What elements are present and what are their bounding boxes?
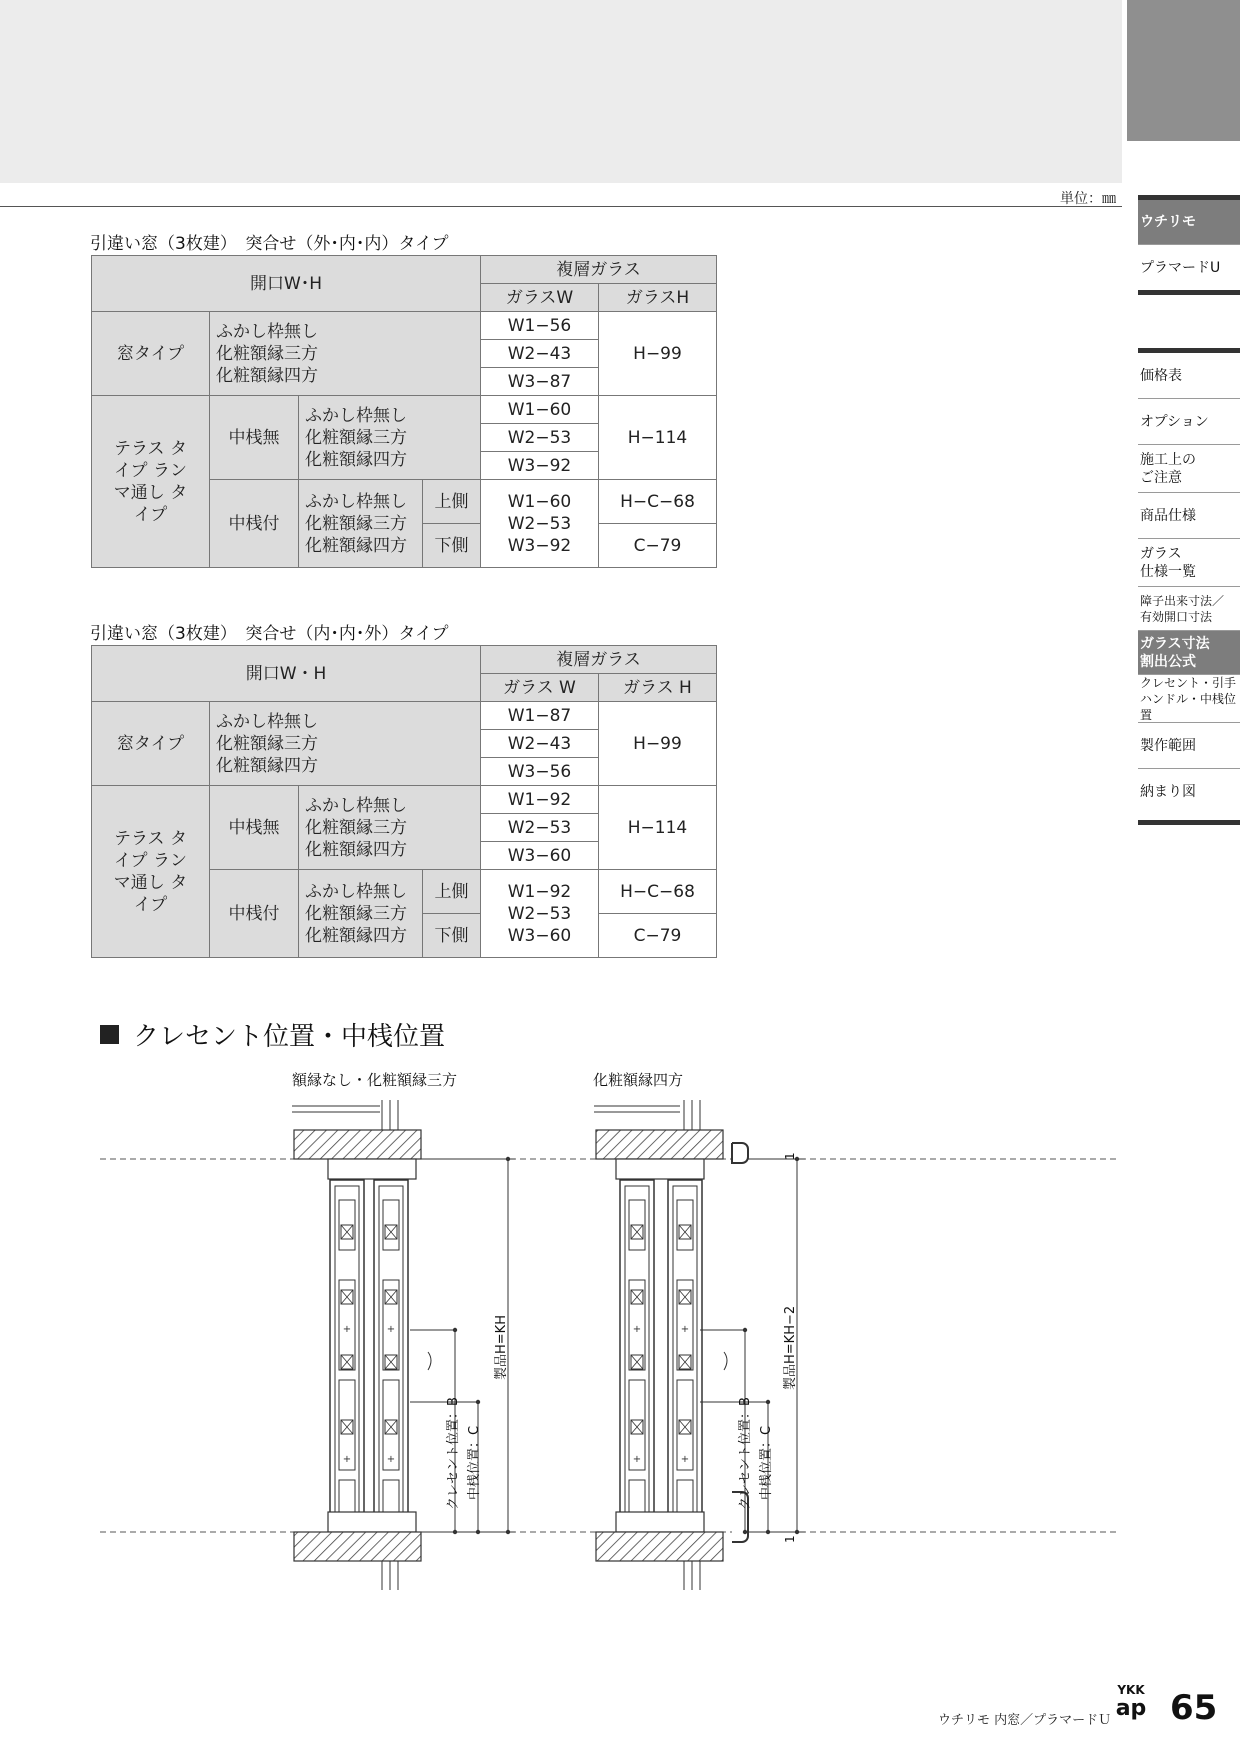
header-double-glazing: 複層ガラス: [481, 646, 717, 674]
unit-label: 単位：㎜: [1060, 191, 1116, 207]
lower-side: 下側: [423, 914, 481, 958]
cell-glass-w: W2−53: [481, 814, 599, 842]
frame-options: ふかし枠無し 化粧額縁三方 化粧額縁四方: [210, 312, 481, 396]
side-item-crescent-handle-position[interactable]: クレセント・引手 ハンドル・中桟位置: [1138, 675, 1240, 723]
offset-mark: 1: [783, 1152, 797, 1160]
frame-options: ふかし枠無し 化粧額縁三方 化粧額縁四方: [299, 870, 423, 958]
header-glass-w: ガラス W: [481, 674, 599, 702]
lower-side: 下側: [423, 524, 481, 568]
side-item-sash-dimensions[interactable]: 障子出来寸法／ 有効開口寸法: [1138, 587, 1240, 631]
cell-glass-w: W1−60: [481, 396, 599, 424]
cell-glass-w-mullion: W1−60 W2−53 W3−92: [481, 480, 599, 568]
upper-side: 上側: [423, 480, 481, 524]
offset-mark: 1: [783, 1535, 797, 1543]
header-opening: 開口W・H: [92, 646, 481, 702]
side-item-glass-spec-list[interactable]: ガラス 仕様一覧: [1138, 539, 1240, 587]
side-bar: [1138, 820, 1240, 825]
crescent-position-label: クレセント位置：B: [738, 1397, 753, 1510]
side-tab-uchirimo[interactable]: ウチリモ: [1138, 200, 1240, 245]
crescent-position-label: クレセント位置：B: [446, 1397, 461, 1510]
cell-glass-w-mullion: W1−92 W2−53 W3−60: [481, 870, 599, 958]
page-number: 65: [1170, 1688, 1218, 1728]
diagram-right-title: 化粧額縁四方: [593, 1071, 684, 1089]
cell-glass-w: W2−43: [481, 340, 599, 368]
side-item-price-list[interactable]: 価格表: [1138, 353, 1240, 399]
table2-caption: 引違い窓（3枚建） 突合せ（内･内･外）タイプ: [90, 624, 449, 644]
cell-glass-h: H−114: [599, 396, 717, 480]
tab-corner-block: [1127, 0, 1240, 141]
cell-glass-h-lower: C−79: [599, 524, 717, 568]
cell-glass-h-upper: H−C−68: [599, 870, 717, 914]
square-bullet-icon: [100, 1025, 119, 1044]
row-window-type: 窓タイプ: [92, 702, 210, 786]
row-terrace-type: テラス タイプ ランマ通し タイプ: [92, 786, 210, 958]
glass-size-table-2: [91, 645, 717, 958]
cell-glass-w: W1−92: [481, 786, 599, 814]
side-item-installation-drawings[interactable]: 納まり図: [1140, 784, 1196, 800]
cell-glass-w: W3−56: [481, 758, 599, 786]
side-item-product-spec[interactable]: 商品仕様: [1138, 493, 1240, 539]
cell-glass-w: W1−56: [481, 312, 599, 340]
with-mullion: 中桟付: [210, 480, 299, 568]
side-item-production-range[interactable]: 製作範囲: [1138, 723, 1240, 769]
cell-glass-h-lower: C−79: [599, 914, 717, 958]
cell-glass-w: W2−43: [481, 730, 599, 758]
with-mullion: 中桟付: [210, 870, 299, 958]
product-height-label: 製品H=KH: [494, 1315, 509, 1380]
footer-product-name: ウチリモ 内窓／プラマードＵ: [938, 1713, 1112, 1728]
mullion-position-label: 中桟位置：C: [759, 1425, 774, 1500]
cell-glass-w: W3−60: [481, 842, 599, 870]
header-glass-h: ガラス H: [599, 674, 717, 702]
table1-caption: 引違い窓（3枚建） 突合せ（外･内･内）タイプ: [90, 234, 449, 254]
no-mullion: 中桟無: [210, 396, 299, 480]
product-height-label: 製品H=KH−2: [783, 1305, 798, 1390]
frame-options: ふかし枠無し 化粧額縁三方 化粧額縁四方: [210, 702, 481, 786]
header-band: [0, 0, 1122, 183]
side-item-construction-notes[interactable]: 施工上の ご注意: [1138, 445, 1240, 493]
section-title: クレセント位置・中桟位置: [100, 1016, 445, 1053]
cell-glass-h-upper: H−C−68: [599, 480, 717, 524]
header-glass-h: ガラスH: [599, 284, 717, 312]
header-glass-w: ガラスW: [481, 284, 599, 312]
side-tab-plamado-u[interactable]: プラマードU: [1140, 259, 1221, 276]
cell-glass-h: H−114: [599, 786, 717, 870]
glass-size-table-1: [91, 255, 717, 568]
upper-side: 上側: [423, 870, 481, 914]
side-item-glass-size-formula[interactable]: ガラス寸法 割出公式: [1138, 631, 1240, 675]
cell-glass-w: W3−87: [481, 368, 599, 396]
row-window-type: 窓タイプ: [92, 312, 210, 396]
cell-glass-h: H−99: [599, 312, 717, 396]
header-rule: [0, 206, 1122, 207]
diagram-left-title: 額縁なし・化粧額縁三方: [292, 1071, 458, 1089]
frame-options: ふかし枠無し 化粧額縁三方 化粧額縁四方: [299, 396, 481, 480]
cell-glass-w: W2−53: [481, 424, 599, 452]
mullion-position-label: 中桟位置：C: [467, 1425, 482, 1500]
row-terrace-type: テラス タイプ ランマ通し タイプ: [92, 396, 210, 568]
side-product-group: [1138, 200, 1240, 290]
side-nav: [1138, 353, 1240, 815]
crescent-mullion-diagram: + + 額縁なし・化粧額縁三方 クレセント位置：B 中桟位置：C 製品H=KH 化粧額縁四方 クレセント位置：B 中桟位置：C 製品H=KH−2 1 1: [0, 1060, 1130, 1600]
header-opening: 開口W･H: [92, 256, 481, 312]
frame-options: ふかし枠無し 化粧額縁三方 化粧額縁四方: [299, 480, 423, 568]
cell-glass-h: H−99: [599, 702, 717, 786]
no-mullion: 中桟無: [210, 786, 299, 870]
side-item-options[interactable]: オプション: [1138, 399, 1240, 445]
ykk-ap-logo: YKK ap: [1115, 1683, 1147, 1721]
cell-glass-w: W3−92: [481, 452, 599, 480]
cell-glass-w: W1−87: [481, 702, 599, 730]
side-bar: [1138, 290, 1240, 295]
frame-options: ふかし枠無し 化粧額縁三方 化粧額縁四方: [299, 786, 481, 870]
header-double-glazing: 複層ガラス: [481, 256, 717, 284]
